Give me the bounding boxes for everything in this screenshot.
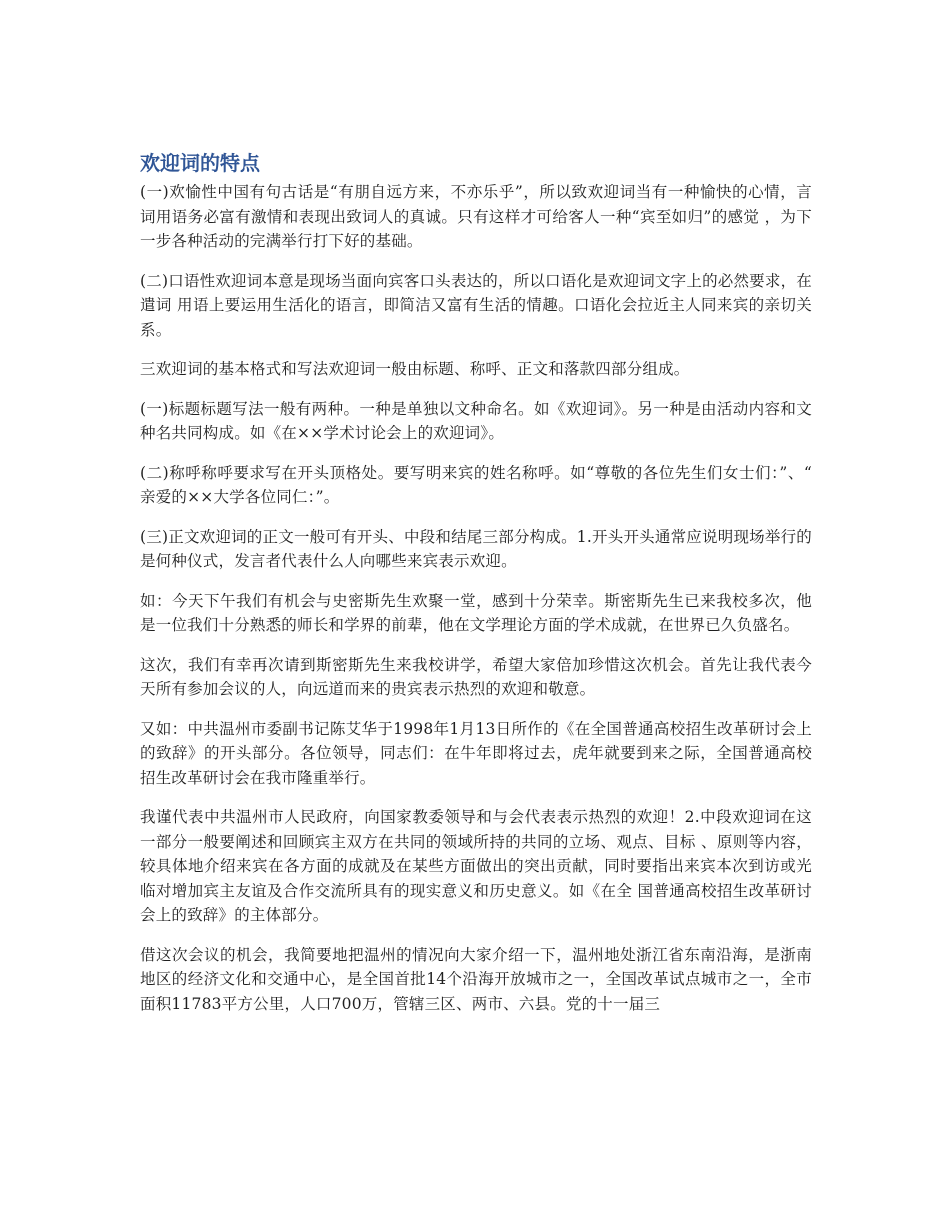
- paragraph: (一)欢愉性中国有句古话是“有朋自远方来，不亦乐乎”，所以致欢迎词当有一种愉快的心情，言 词用语务必富有激情和表现出致词人的真诚。只有这样才可给客人一种“宾至如归”的感觉 ，为下一步各种活动的完满举行打下好的基础。: [140, 183, 812, 250]
- paragraph: 如：今天下午我们有机会与史密斯先生欢聚一堂，感到十分荣幸。斯密斯先生已来我校多次，他是一位我们十分熟悉的师长和学界的前辈，他在文学理论方面的学术成就，在世界已久负盛名。: [140, 591, 812, 634]
- document-page: [140, 148, 812, 1031]
- document-title: 欢迎词的特点: [140, 151, 260, 175]
- paragraph: 借这次会议的机会，我简要地把温州的情况向大家介绍一下，温州地处浙江省东南沿海，是浙南地区的经济文化和交通中心，是全国首批14个沿海开放城市之一，全国改革试点城市之一，全市面积11783平方公里，人口700万，管辖三区、两市、六县。党的十一届三: [140, 945, 812, 1013]
- paragraph: (二)称呼称呼要求写在开头顶格处。要写明来宾的姓名称呼。如“尊敬的各位先生们女士们：”、“ 亲爱的××大学各位同仁：”。: [140, 463, 812, 506]
- paragraph: (一)标题标题写法一般有两种。一种是单独以文种命名。如《欢迎词》。另一种是由活动内容和文种名共同构成。如《在××学术讨论会上的欢迎词》。: [140, 399, 812, 442]
- paragraph: (三)正文欢迎词的正文一般可有开头、中段和结尾三部分构成。1.开头开头通常应说明现场举行的是何种仪式，发言者代表什么人向哪些来宾表示欢迎。: [140, 527, 812, 570]
- paragraph: 这次，我们有幸再次请到斯密斯先生来我校讲学，希望大家倍加珍惜这次机会。首先让我代表今天所有参加会议的人，向远道而来的贵宾表示热烈的欢迎和敬意。: [140, 655, 812, 698]
- paragraph: 我谨代表中共温州市人民政府，向国家教委领导和与会代表表示热烈的欢迎！2.中段欢迎词在这一部分一般要阐述和回顾宾主双方在共同的领域所持的共同的立场、观点、目标 、原则等内容，较具体地介绍来宾在各方面的成就及在某些方面做出的突出贡献，同时要指出来宾本次到访或光临对增加宾主友谊及合作交流所具有的现实意义和历史意义。如《在全 国普通高校招生改革研讨会上的致辞》的主体部分。: [140, 808, 812, 924]
- paragraph: (二)口语性欢迎词本意是现场当面向宾客口头表达的，所以口语化是欢迎词文字上的必然要求，在遣词 用语上要运用生活化的语言，即简洁又富有生活的情趣。口语化会拉近主人同来宾的亲切关 系。: [140, 271, 812, 339]
- paragraph: 三欢迎词的基本格式和写法欢迎词一般由标题、称呼、正文和落款四部分组成。: [140, 360, 690, 378]
- paragraph: 又如：中共温州市委副书记陈艾华于1998年1月13日所作的《在全国普通高校招生改革研讨会上的致辞》的开头部分。各位领导，同志们：在牛年即将过去，虎年就要到来之际，全国普通高校招生改革研讨会在我市隆重举行。: [140, 719, 812, 787]
